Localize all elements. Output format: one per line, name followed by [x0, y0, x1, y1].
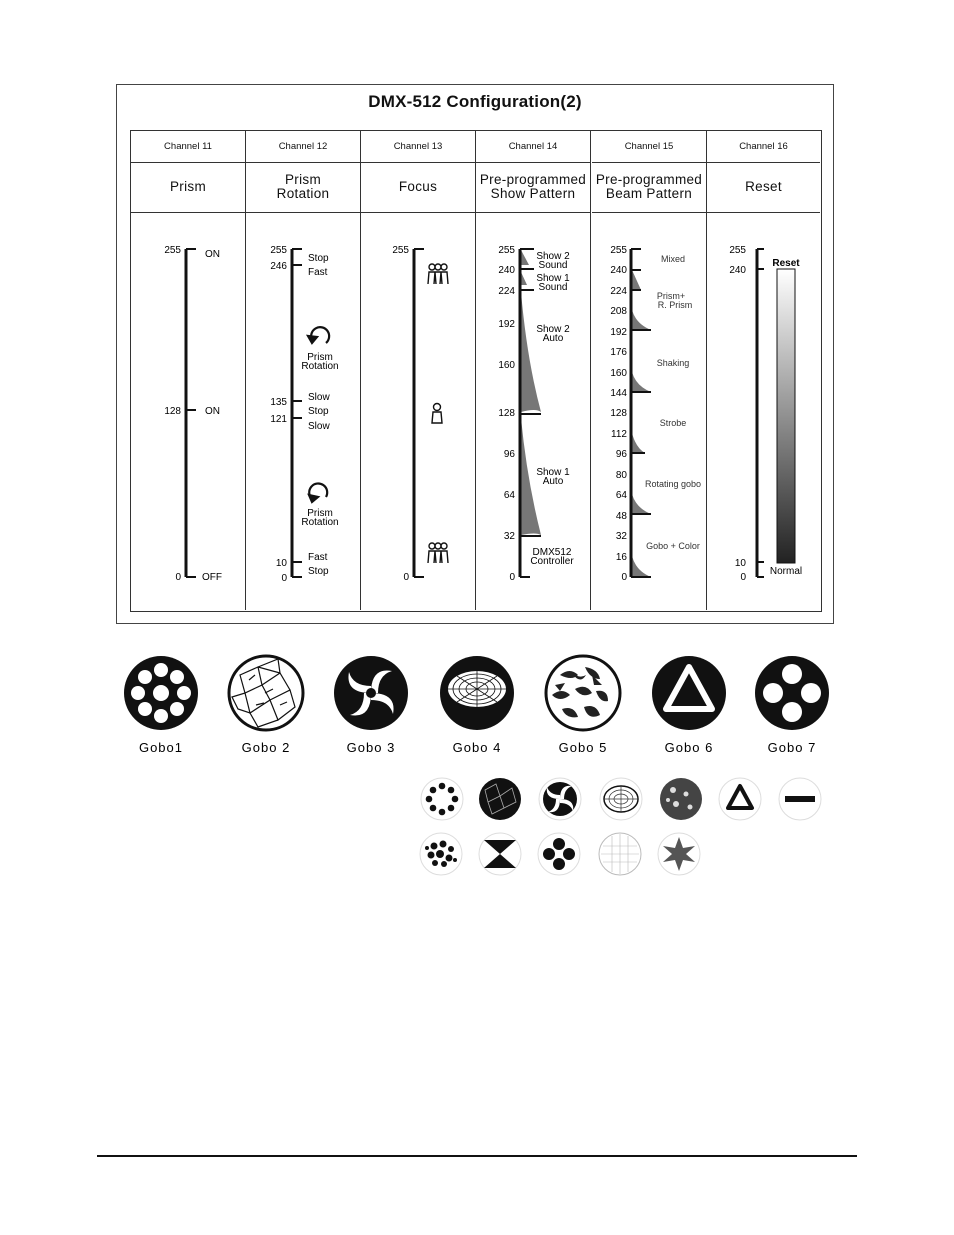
- range-ramp: [632, 433, 645, 453]
- small-triangle-icon: [719, 778, 761, 820]
- range-label: Sound: [538, 282, 568, 293]
- range-ramp: [521, 250, 529, 265]
- range-label: Slow: [308, 392, 330, 403]
- gobo-label: Gobo 3: [346, 740, 396, 755]
- range-label: Reset: [772, 258, 800, 269]
- tick-value: 121: [270, 414, 287, 425]
- group-people-icon: [428, 264, 448, 284]
- range-label: Stop: [308, 566, 329, 577]
- tick-value: 112: [611, 429, 627, 440]
- gobo7-icon: [755, 656, 829, 730]
- tick-value: 192: [498, 319, 515, 330]
- small-texture-icon: [660, 778, 702, 820]
- range-label: Controller: [530, 556, 574, 567]
- gobo-label: Gobo1: [138, 740, 184, 755]
- tick-value: 144: [610, 388, 627, 399]
- tick-value: 128: [498, 408, 515, 419]
- range-label: Rotation: [301, 361, 339, 372]
- ch11-scale: [164, 245, 222, 583]
- ch16-scale: [729, 245, 802, 583]
- function-header: Prism: [131, 162, 245, 213]
- tick-value: 64: [503, 490, 515, 501]
- gobo5-icon: [546, 656, 620, 730]
- tick-value: 255: [610, 245, 627, 256]
- range-label: Prism: [307, 508, 333, 519]
- tick-value: 96: [615, 449, 627, 460]
- channel-header: Channel 15: [592, 131, 706, 163]
- range-label: Normal: [769, 566, 803, 577]
- function-header: Pre-programmed Beam Pattern: [592, 162, 706, 213]
- tick-value: 0: [281, 573, 287, 584]
- gobo4-icon: [440, 656, 514, 730]
- tick-value: 135: [270, 397, 287, 408]
- range-label: Fast: [308, 552, 328, 563]
- range-label: Prism+: [656, 291, 686, 301]
- ch15-scale: [610, 245, 701, 583]
- channel-header: Channel 14: [476, 131, 590, 163]
- tick-value: 10: [275, 558, 287, 569]
- ch13-scale: [392, 245, 448, 583]
- range-ramp: [521, 292, 541, 412]
- function-header: Prism Rotation: [246, 162, 360, 213]
- gobo2-icon: [229, 656, 303, 730]
- range-label: Strobe: [659, 418, 687, 428]
- range-label: Stop: [308, 406, 329, 417]
- rotation-icon: [308, 327, 329, 343]
- range-label: Shaking: [656, 358, 690, 368]
- range-label: Show 2: [536, 251, 570, 262]
- range-label: Rotation: [301, 517, 339, 528]
- tick-value: 160: [498, 360, 515, 371]
- tick-value: 192: [610, 327, 627, 338]
- tick-value: 160: [610, 368, 627, 379]
- gobo-label: Gobo 6: [664, 740, 714, 755]
- gobo-label: Gobo 7: [767, 740, 817, 755]
- tick-value: 176: [610, 347, 627, 358]
- gobo-large-row: [0, 645, 954, 775]
- function-header: Focus: [361, 162, 475, 213]
- channel-header: Channel 13: [361, 131, 475, 163]
- tick-value: 0: [509, 572, 515, 583]
- tick-value: 255: [729, 245, 746, 256]
- range-ramp: [521, 272, 527, 285]
- small-dot-cluster-icon: [420, 833, 462, 875]
- tick-value: 0: [175, 572, 181, 583]
- ch14-scale: [498, 245, 574, 583]
- range-label: Slow: [308, 421, 330, 432]
- range-ramp: [632, 310, 651, 330]
- range-ramp: [632, 494, 651, 514]
- tick-value: 255: [498, 245, 515, 256]
- rotation-icon: [309, 483, 327, 502]
- tick-value: 255: [164, 245, 181, 256]
- range-label: Show 2: [536, 324, 570, 335]
- tick-value: 0: [403, 572, 409, 583]
- range-label: ON: [205, 406, 220, 417]
- person-icon: [432, 404, 442, 424]
- tick-value: 255: [392, 245, 409, 256]
- range-label: Show 1: [536, 273, 570, 284]
- tick-value: 246: [270, 261, 287, 272]
- range-label: Sound: [538, 260, 568, 271]
- footer-rule: [97, 1155, 857, 1157]
- small-hourglass-icon: [479, 833, 521, 875]
- tick-value: 32: [503, 531, 515, 542]
- channel-header: Channel 11: [131, 131, 245, 163]
- tick-value: 10: [734, 558, 746, 569]
- small-star-icon: [658, 833, 700, 875]
- tick-value: 48: [615, 511, 627, 522]
- small-spiral-icon: [539, 778, 581, 820]
- gobo1-icon: [124, 656, 198, 730]
- tick-value: 240: [498, 265, 515, 276]
- page-title: DMX-512 Configuration(2): [368, 92, 582, 111]
- tick-value: 240: [610, 265, 627, 276]
- tick-value: 64: [615, 490, 627, 501]
- ch12-scale: [270, 245, 338, 584]
- range-label: R. Prism: [657, 300, 693, 310]
- channel-header: Channel 12: [246, 131, 360, 163]
- tick-value: 128: [164, 406, 181, 417]
- small-shattered-icon: [479, 778, 521, 820]
- range-ramp: [632, 270, 641, 290]
- small-mesh-icon: [599, 833, 641, 875]
- tick-value: 208: [610, 306, 627, 317]
- range-ramp: [632, 372, 651, 392]
- tick-value: 224: [610, 286, 627, 297]
- range-label: OFF: [202, 572, 222, 583]
- tick-value: 224: [498, 286, 515, 297]
- gobo6-icon: [652, 656, 726, 730]
- range-label: Mixed: [660, 254, 686, 264]
- small-four-dots-icon: [538, 833, 580, 875]
- gobo-label: Gobo 2: [241, 740, 291, 755]
- tick-value: 240: [729, 265, 746, 276]
- function-header: Pre-programmed Show Pattern: [476, 162, 590, 213]
- tick-value: 16: [615, 552, 627, 563]
- small-bar-icon: [779, 778, 821, 820]
- tick-value: 0: [621, 572, 627, 583]
- channel-header: Channel 16: [707, 131, 820, 163]
- tick-value: 128: [610, 408, 627, 419]
- gobo-label: Gobo 5: [558, 740, 608, 755]
- small-dots-ring-icon: [421, 778, 463, 820]
- range-label: Auto: [542, 476, 564, 487]
- gobo3-icon: [334, 656, 408, 730]
- reset-gradient-bar: [777, 269, 795, 563]
- range-label: Fast: [308, 267, 328, 278]
- function-header: Reset: [707, 162, 820, 213]
- group-people-icon: [428, 543, 448, 563]
- range-label: Prism: [307, 352, 333, 363]
- small-bowl-icon: [600, 778, 642, 820]
- gobo-small-grid: [0, 770, 954, 880]
- range-label: Rotating gobo: [644, 479, 702, 489]
- range-label: ON: [205, 249, 220, 260]
- tick-value: 96: [503, 449, 515, 460]
- range-label: Gobo + Color: [646, 541, 700, 551]
- tick-value: 0: [740, 572, 746, 583]
- tick-value: 32: [615, 531, 627, 542]
- range-label: DMX512: [532, 547, 572, 558]
- range-label: Auto: [542, 333, 564, 344]
- range-ramp: [632, 556, 651, 577]
- range-label: Show 1: [536, 467, 570, 478]
- range-label: Stop: [308, 253, 329, 264]
- tick-value: 255: [270, 245, 287, 256]
- gobo-label: Gobo 4: [452, 740, 502, 755]
- tick-value: 80: [615, 470, 627, 481]
